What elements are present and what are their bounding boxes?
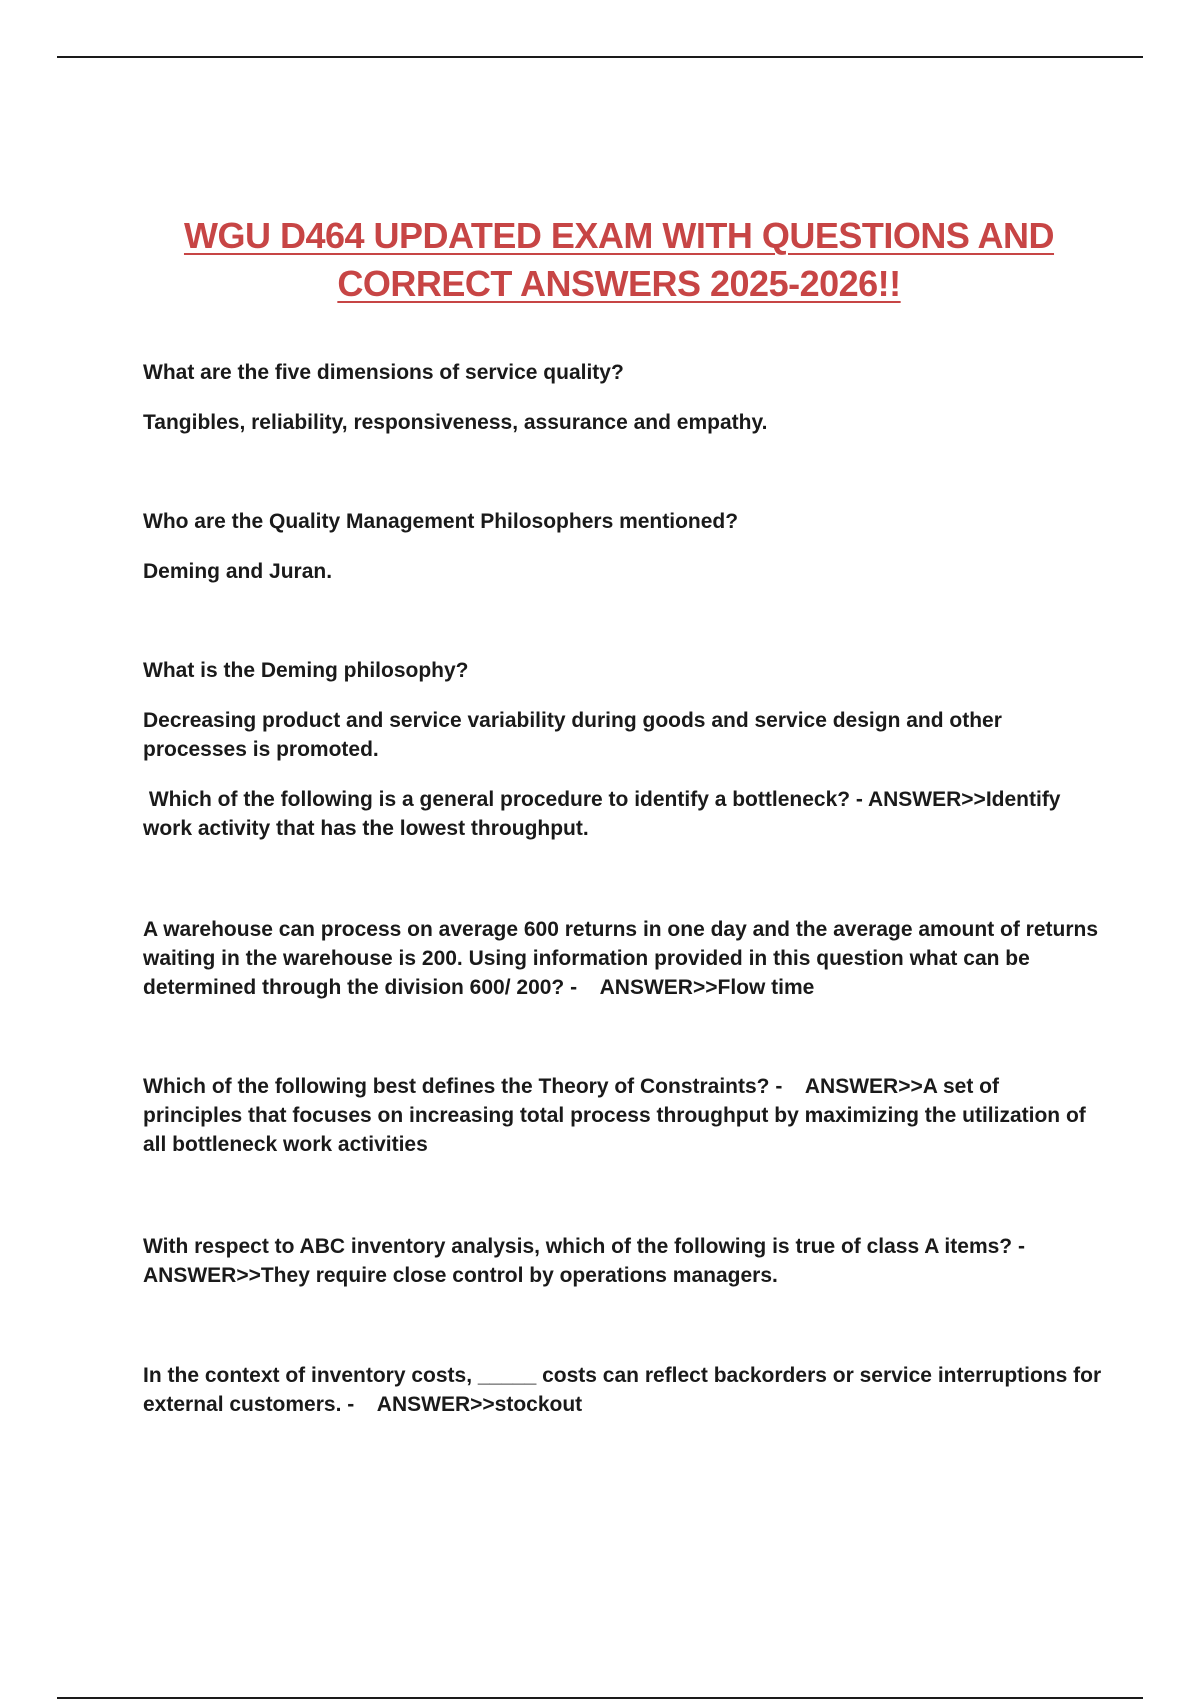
question-constraints: Which of the following best defines the Theory of Constraints? - ANSWER>>A set of principles that focuses on increasing total process throughput by maximizing the utilization of all bottleneck work activities	[143, 1075, 1092, 1156]
title-line-1: WGU D464 UPDATED EXAM WITH QUESTIONS AND	[183, 215, 1055, 257]
answer-service-quality: Tangibles, reliability, responsiveness, assurance and empathy.	[143, 411, 768, 434]
question-bottleneck: Which of the following is a general procedure to identify a bottleneck? - ANSWER>>Identify work activity that has the lowest throughput.	[143, 788, 1067, 840]
footer-rule	[57, 1697, 1143, 1699]
question-service-quality: What are the five dimensions of service quality?	[143, 361, 624, 384]
question-deming: What is the Deming philosophy?	[143, 659, 469, 682]
document-title	[60, 212, 1178, 308]
answer-deming: Decreasing product and service variability during goods and service design and other processes is promoted.	[143, 709, 1002, 761]
answer-philosophers: Deming and Juran.	[143, 560, 333, 583]
question-abc-inventory: With respect to ABC inventory analysis, which of the following is true of class A items? - ANSWER>>They require close control by operations managers.	[143, 1235, 1025, 1287]
header-rule	[57, 56, 1143, 58]
question-warehouse: A warehouse can process on average 600 returns in one day and the average amount of returns waiting in the warehouse is 200. Using information provided in this question what can be determined through the division 600/ 200? - ANSWER>>Flow time	[143, 918, 1104, 999]
question-philosophers: Who are the Quality Management Philosophers mentioned?	[143, 510, 739, 533]
title-line-2: CORRECT ANSWERS 2025-2026!!	[337, 263, 901, 305]
question-inventory-costs: In the context of inventory costs, _____ costs can reflect backorders or service interruptions for external customers. - ANSWER>>stockout	[143, 1364, 1107, 1416]
